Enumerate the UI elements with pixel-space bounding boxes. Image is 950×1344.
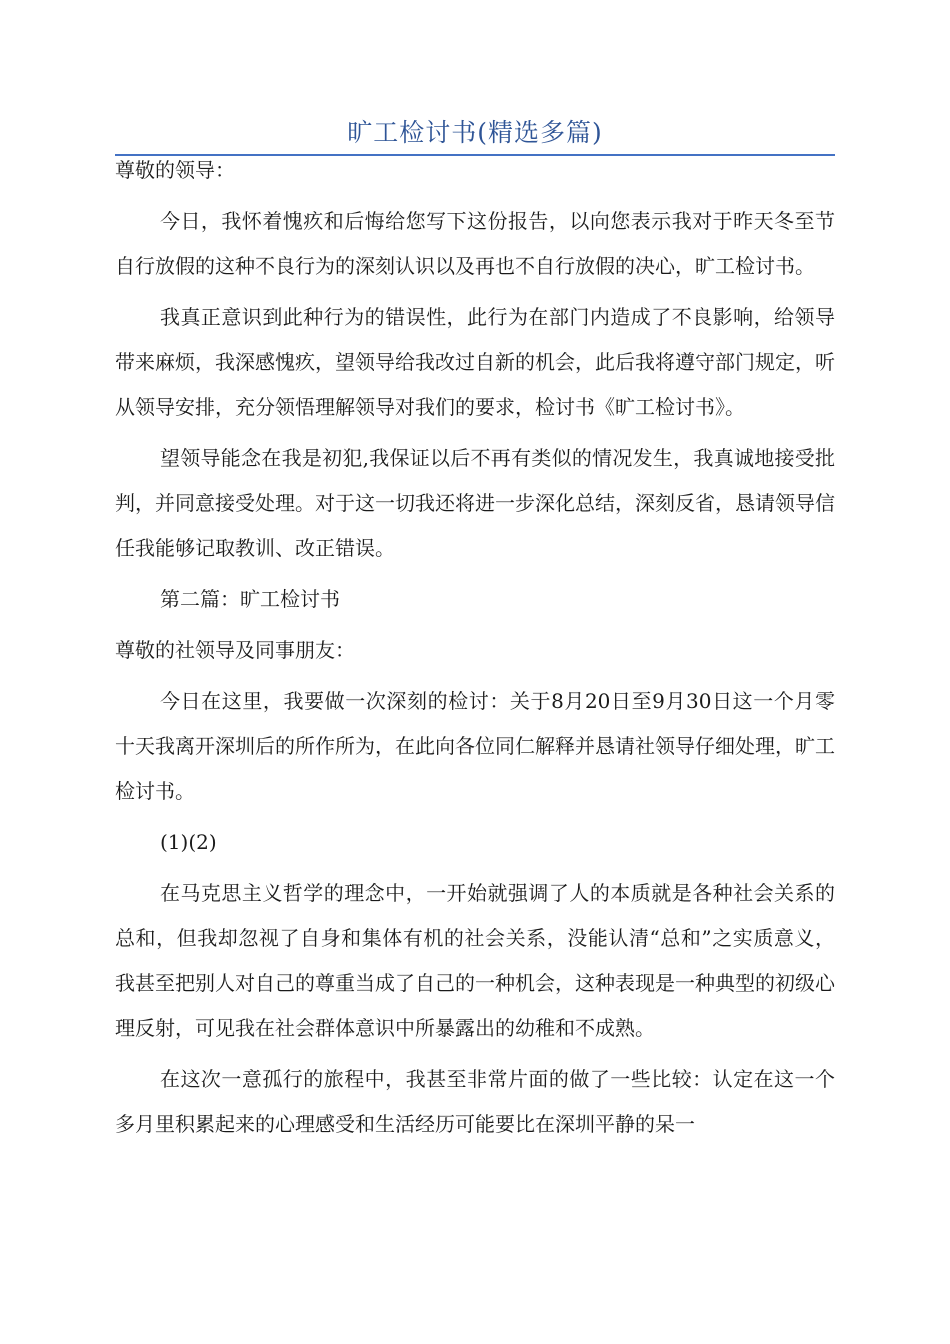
paragraph: (1)(2)	[160, 830, 217, 854]
document-body	[115, 148, 835, 1153]
paragraph: 望领导能念在我是初犯,我保证以后不再有类似的情况发生，我真诚地接受批判，并同意接受处理。对于这一切我还将进一步深化总结，深刻反省，恳请领导信任我能够记取教训、改正错误。	[115, 446, 835, 560]
paragraph: 今日在这里，我要做一次深刻的检讨：关于8月20日至9月30日这一个月零十天我离开深圳后的所作所为，在此向各位同仁解释并恳请社领导仔细处理，旷工检讨书。	[115, 689, 835, 803]
paragraph: 我真正意识到此种行为的错误性，此行为在部门内造成了不良影响，给领导带来麻烦，我深感愧疚，望领导给我改过自新的机会，此后我将遵守部门规定，听从领导安排，充分领悟理解领导对我们的要求，检讨书《旷工检讨书》。	[115, 305, 835, 419]
document-title: 旷工检讨书(精选多篇)	[347, 118, 603, 147]
paragraph: 今日，我怀着愧疚和后悔给您写下这份报告，以向您表示我对于昨天冬至节自行放假的这种不良行为的深刻认识以及再也不自行放假的决心，旷工检讨书。	[115, 209, 835, 278]
section-heading: 第二篇：旷工检讨书	[160, 587, 340, 611]
paragraph: 在马克思主义哲学的理念中，一开始就强调了人的本质就是各种社会关系的总和，但我却忽视了自身和集体有机的社会关系，没能认清“总和”之实质意义，我甚至把别人对自己的尊重当成了自己的一种机会，这种表现是一种典型的初级心理反射，可见我在社会群体意识中所暴露出的幼稚和不成熟。	[115, 881, 835, 1040]
paragraph: 在这次一意孤行的旅程中，我甚至非常片面的做了一些比较：认定在这一个多月里积累起来的心理感受和生活经历可能要比在深圳平静的呆一	[115, 1067, 835, 1136]
salutation: 尊敬的社领导及同事朋友：	[115, 638, 355, 662]
salutation: 尊敬的领导：	[115, 158, 235, 182]
